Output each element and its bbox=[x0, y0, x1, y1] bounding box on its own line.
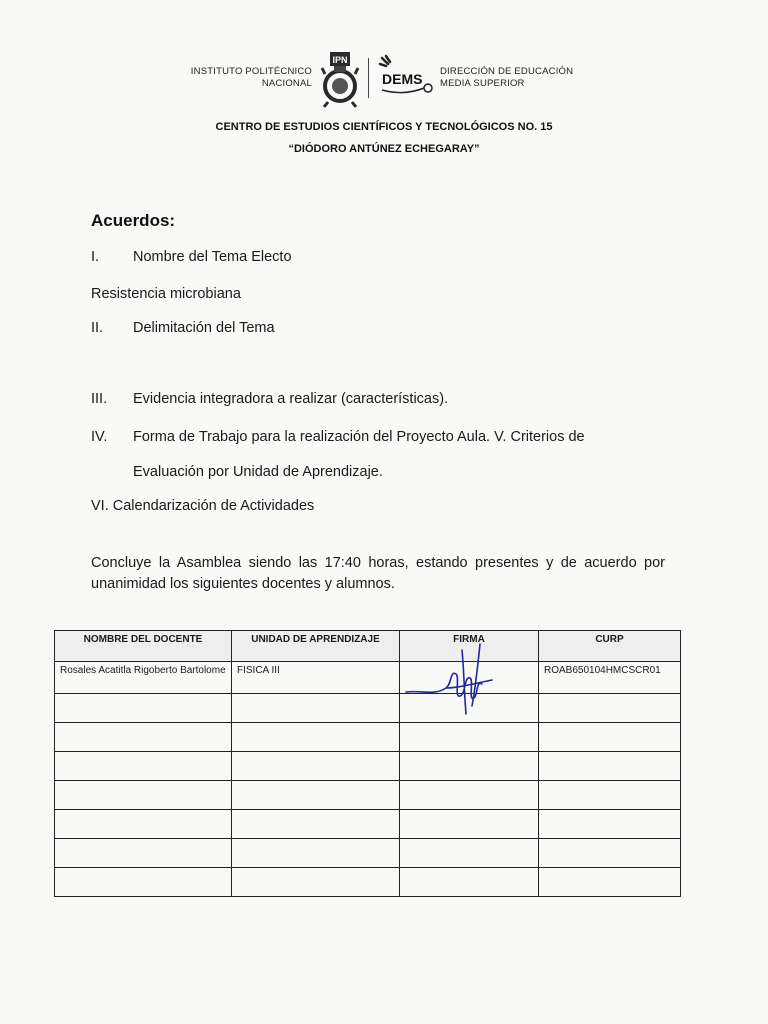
table-cell bbox=[232, 723, 400, 752]
table-cell bbox=[232, 694, 400, 723]
learning-unit-cell: FISICA III bbox=[232, 662, 400, 694]
table-row bbox=[55, 839, 681, 868]
table-cell bbox=[55, 694, 232, 723]
table-cell bbox=[400, 752, 539, 781]
table-cell bbox=[539, 868, 681, 897]
attendance-table bbox=[54, 630, 681, 897]
table-cell bbox=[232, 810, 400, 839]
item-text: Forma de Trabajo para la realización del Proyecto Aula. V. Criterios de bbox=[133, 429, 585, 445]
table-cell bbox=[539, 810, 681, 839]
table-row bbox=[55, 723, 681, 752]
table-cell bbox=[400, 810, 539, 839]
column-header: CURP bbox=[539, 631, 681, 662]
dems-institution-name bbox=[440, 66, 610, 90]
column-header: NOMBRE DEL DOCENTE bbox=[55, 631, 232, 662]
table-cell bbox=[400, 723, 539, 752]
table-cell bbox=[400, 781, 539, 810]
item-text-continued: Evaluación por Unidad de Aprendizaje. bbox=[133, 464, 383, 480]
item-text: Evidencia integradora a realizar (características). bbox=[133, 391, 449, 407]
dems-name-line2: MEDIA SUPERIOR bbox=[440, 78, 525, 89]
table-cell bbox=[539, 752, 681, 781]
dems-logo-text: DEMS bbox=[382, 71, 423, 87]
table-row bbox=[55, 868, 681, 897]
topic-value: Resistencia microbiana bbox=[91, 286, 241, 302]
item-text: Delimitación del Tema bbox=[133, 320, 275, 336]
item-number: I. bbox=[91, 249, 100, 265]
table-row bbox=[55, 662, 681, 694]
column-header: FIRMA bbox=[400, 631, 539, 662]
ipn-institution-name bbox=[150, 66, 312, 90]
ipn-logo-icon bbox=[320, 50, 360, 110]
item-number: III. bbox=[91, 391, 108, 407]
table-cell bbox=[400, 868, 539, 897]
ipn-name-line2: NACIONAL bbox=[261, 78, 312, 89]
school-subtitle: “DIÓDORO ANTÚNEZ ECHEGARAY” bbox=[288, 143, 480, 155]
table-cell bbox=[400, 839, 539, 868]
table-cell bbox=[232, 781, 400, 810]
column-header: UNIDAD DE APRENDIZAJE bbox=[232, 631, 400, 662]
item-text: VI. Calendarización de Actividades bbox=[91, 498, 315, 514]
ipn-name-line1: INSTITUTO POLITÉCNICO bbox=[190, 66, 312, 77]
table-cell bbox=[55, 752, 232, 781]
table-header-row bbox=[55, 631, 681, 662]
table-row bbox=[55, 781, 681, 810]
table-cell bbox=[232, 752, 400, 781]
table-cell bbox=[539, 839, 681, 868]
curp-cell: ROAB650104HMCSCR01 bbox=[539, 662, 681, 694]
table-row bbox=[55, 810, 681, 839]
item-number: IV. bbox=[91, 429, 108, 445]
item-text: Nombre del Tema Electo bbox=[133, 249, 292, 265]
table-cell bbox=[55, 781, 232, 810]
table-cell bbox=[55, 839, 232, 868]
ipn-logo-text: IPN bbox=[332, 55, 348, 65]
table-cell bbox=[232, 839, 400, 868]
table-cell bbox=[55, 810, 232, 839]
table-row bbox=[55, 752, 681, 781]
closing-paragraph: Concluye la Asamblea siendo las 17:40 horas, estando presentes y de acuerdo por unanimidad los siguientes docentes y alumnos. bbox=[91, 555, 665, 592]
table-cell bbox=[539, 694, 681, 723]
header-divider bbox=[368, 58, 369, 98]
handwritten-signature bbox=[402, 640, 502, 718]
item-number: II. bbox=[91, 320, 104, 336]
agreements-heading: Acuerdos: bbox=[91, 211, 176, 230]
dems-logo-icon bbox=[376, 54, 434, 98]
table-cell bbox=[55, 868, 232, 897]
dems-name-line1: DIRECCIÓN DE EDUCACIÓN bbox=[440, 66, 574, 77]
table-cell bbox=[539, 781, 681, 810]
table-cell bbox=[539, 723, 681, 752]
table-cell bbox=[232, 868, 400, 897]
teacher-name-cell: Rosales Acatitla Rigoberto Bartolome bbox=[55, 662, 232, 694]
table-row bbox=[55, 694, 681, 723]
table-cell bbox=[55, 723, 232, 752]
school-name: CENTRO DE ESTUDIOS CIENTÍFICOS Y TECNOLÓGICOS NO. 15 bbox=[215, 121, 553, 133]
